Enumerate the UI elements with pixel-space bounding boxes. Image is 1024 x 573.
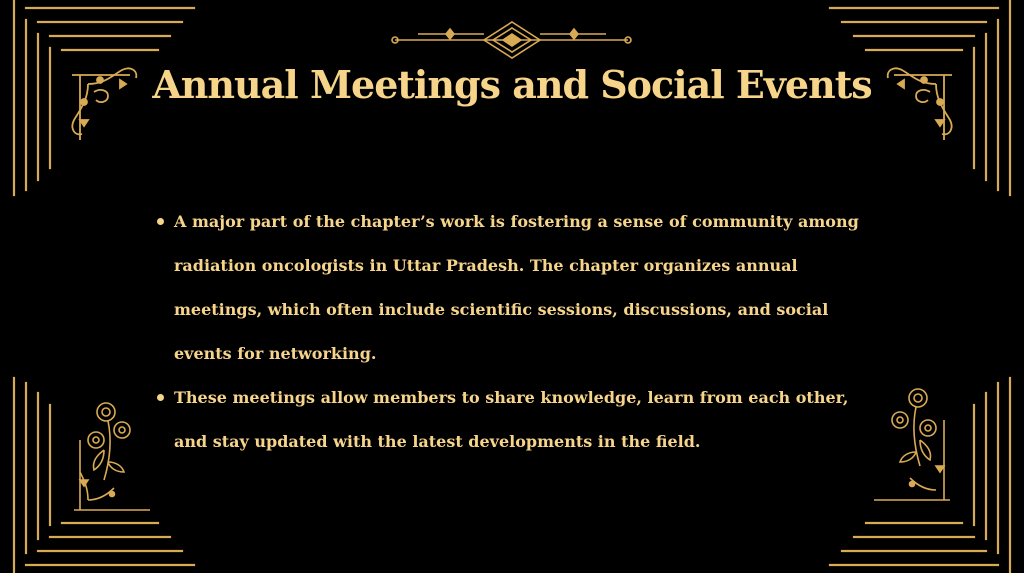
- flower-corner-bottom-right-icon: [874, 389, 950, 500]
- bullet-item-knowledge: These meetings allow members to share knowledge, learn from each other, and stay updated with the latest developments in the field.: [155, 376, 875, 464]
- art-deco-diamond-ornament-icon: [392, 22, 631, 58]
- slide-title: Annual Meetings and Social Events: [152, 62, 872, 107]
- bullet-list: [155, 200, 875, 464]
- flower-corner-bottom-left-icon: [74, 403, 150, 510]
- bullet-item-community: A major part of the chapter’s work is fostering a sense of community among radiation oncologists in Uttar Pradesh. The chapter organizes annual meetings, which often include scientific sessions, discussions, and social events for networking.: [155, 200, 875, 376]
